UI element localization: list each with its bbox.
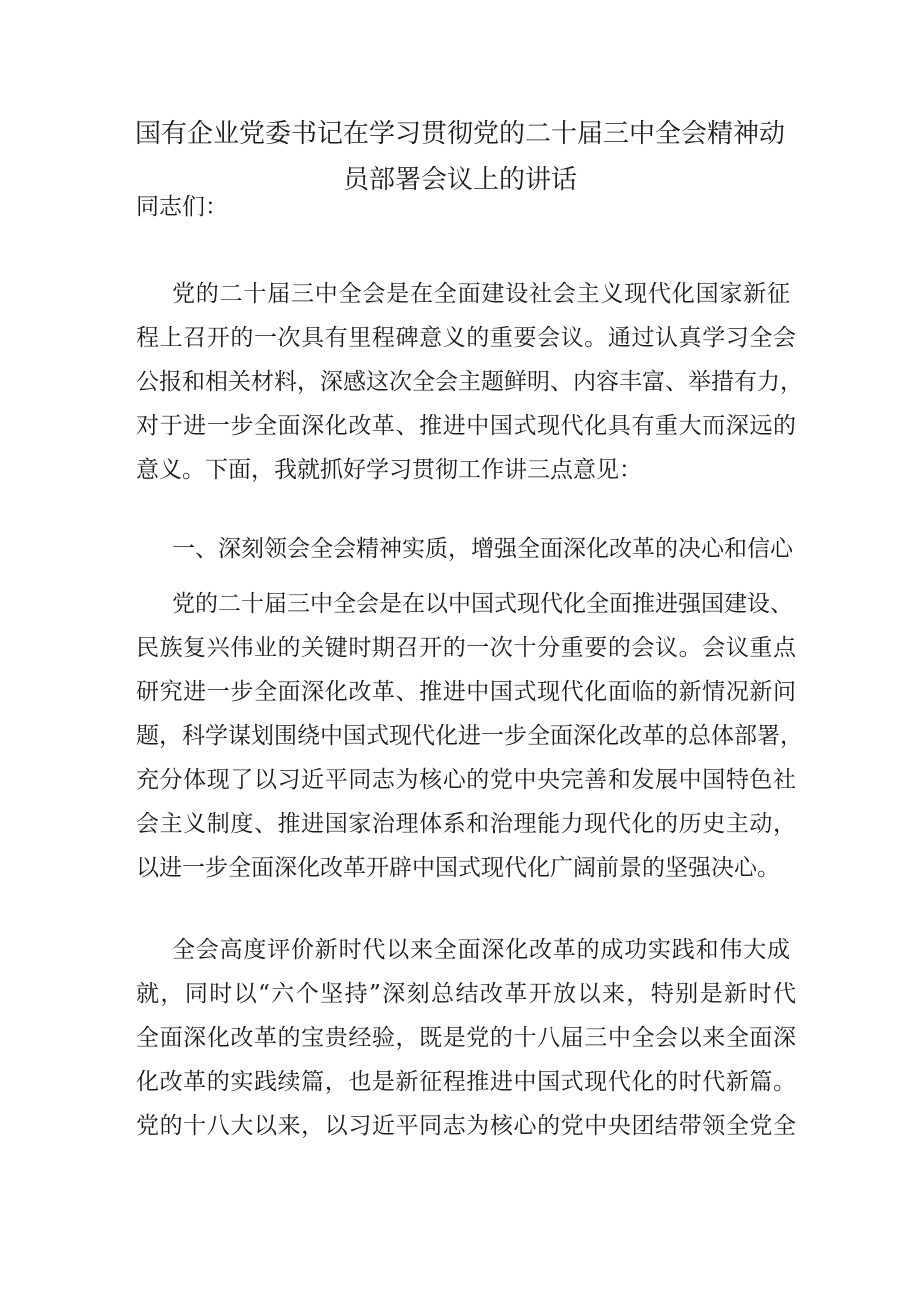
paragraph-1-line-1: 党的二十届三中全会是在全面建设社会主义现代化国家新征: [172, 281, 790, 307]
paragraph-2-line-5: 充分体现了以习近平同志为核心的党中央完善和发展中国特色社: [136, 767, 796, 793]
paragraph-1-line-4: 对于进一步全面深化改革、推进中国式现代化具有重大而深远的: [136, 413, 796, 439]
title-line-1: 国有企业党委书记在学习贯彻党的二十届三中全会精神动: [134, 119, 785, 149]
paragraph-1-line-5: 意义。下面，我就抓好学习贯彻工作讲三点意见：: [136, 457, 642, 483]
title-line-2: 员部署会议上的讲话: [342, 165, 577, 195]
paragraph-2-line-2: 民族复兴伟业的关键时期召开的一次十分重要的会议。会议重点: [136, 635, 796, 661]
paragraph-2-line-1: 党的二十届三中全会是在以中国式现代化全面推进强国建设、: [172, 591, 793, 617]
paragraph-3-line-1: 全会高度评价新时代以来全面深化改革的成功实践和伟大成: [172, 937, 790, 963]
salutation: 同志们：: [136, 194, 228, 220]
paragraph-3-line-4: 化改革的实践续篇，也是新征程推进中国式现代化的时代新篇。: [136, 1069, 796, 1095]
document-title: [120, 111, 800, 203]
paragraph-2-line-3: 研究进一步全面深化改革、推进中国式现代化面临的新情况新问: [136, 679, 796, 705]
paragraph-2-line-4: 题，科学谋划围绕中国式现代化进一步全面深化改革的总体部署，: [136, 723, 803, 749]
paragraph-3-line-5: 党的十八大以来，以习近平同志为核心的党中央团结带领全党全: [136, 1113, 796, 1139]
section-1-heading: 一、深刻领会全会精神实质，增强全面深化改革的决心和信心: [172, 536, 793, 562]
paragraph-3-line-3: 全面深化改革的宝贵经验，既是党的十八届三中全会以来全面深: [136, 1025, 796, 1051]
paragraph-3-line-2: 就，同时以“六个坚持”深刻总结改革开放以来，特别是新时代: [136, 981, 796, 1007]
paragraph-2-line-6: 会主义制度、推进国家治理体系和治理能力现代化的历史主动，: [136, 811, 796, 837]
paragraph-1-line-3: 公报和相关材料，深感这次全会主题鲜明、内容丰富、举措有力，: [136, 369, 803, 395]
paragraph-2-line-7: 以进一步全面深化改革开辟中国式现代化广阔前景的坚强决心。: [136, 855, 780, 881]
paragraph-1-line-2: 程上召开的一次具有里程碑意义的重要会议。通过认真学习全会: [136, 325, 796, 351]
